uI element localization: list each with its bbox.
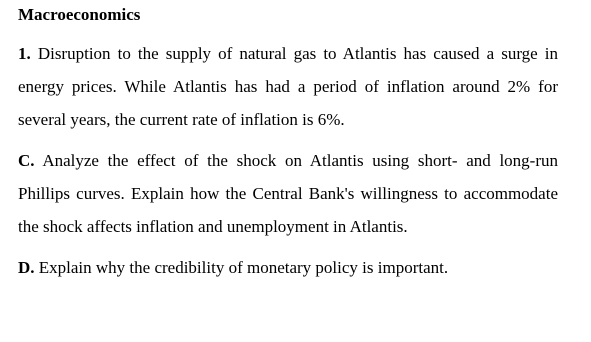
part-c: [18, 144, 558, 243]
question-1-text: Disruption to the supply of natural gas to Atlantis has caused a surge in energy prices. While Atlantis has had a period of inflation around 2% for several years, the current rate of inflation is 6%.: [18, 44, 558, 129]
part-c-label: C.: [18, 151, 35, 170]
part-d: [18, 251, 558, 284]
part-d-text: Explain why the credibility of monetary policy is important.: [38, 258, 449, 277]
document: [18, 4, 558, 292]
question-1-label: 1.: [18, 44, 31, 63]
question-1: [18, 37, 558, 136]
part-c-text: Analyze the effect of the shock on Atlantis using short- and long-run Phillips curves. Explain how the Central Bank's willingness to accommodate the shock affects inflation and unemployment in Atlantis.: [18, 151, 559, 236]
document-heading: Macroeconomics: [18, 5, 141, 24]
part-d-label: D.: [18, 258, 35, 277]
